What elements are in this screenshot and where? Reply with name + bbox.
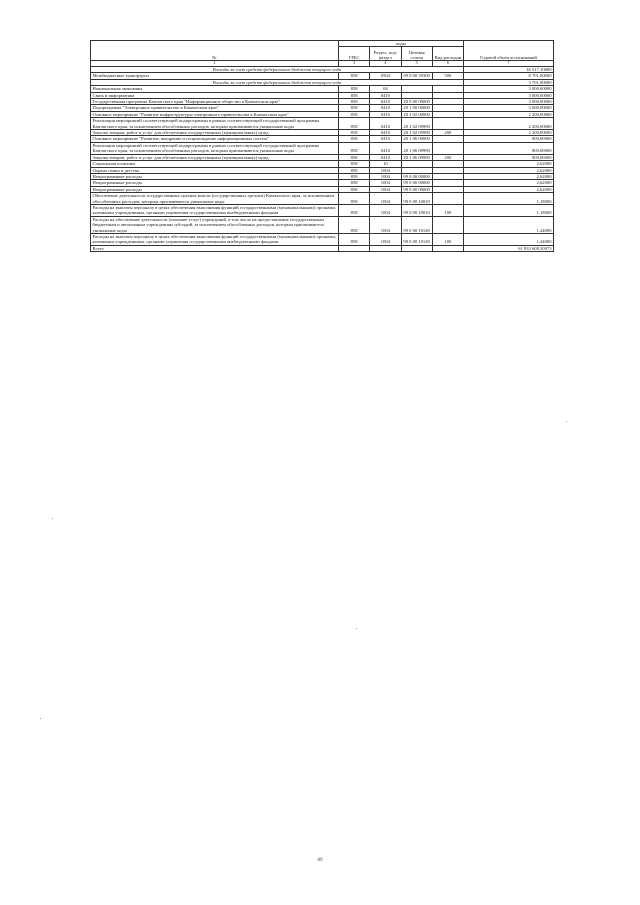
row-name-cell: Непрограммные расходы <box>91 173 339 179</box>
row-grbs-cell: 858 <box>339 136 370 142</box>
table-row <box>91 193 554 205</box>
header-razd: Раздел, под-раздел <box>370 47 401 61</box>
page-number: 89 <box>317 858 323 863</box>
row-vid-cell: 200 <box>432 130 463 136</box>
row-csr-cell: 20 1 02 09990 <box>401 118 432 130</box>
row-sum-cell: 3 000,00000 <box>464 86 554 92</box>
index-cell: 2 <box>91 61 339 67</box>
row-razd-cell: 0504 <box>370 73 401 79</box>
row-grbs-cell: 858 <box>339 92 370 98</box>
scan-speck <box>52 518 53 519</box>
row-grbs-cell: 858 <box>339 180 370 186</box>
table-header-row <box>91 41 554 47</box>
row-name-cell: Подпрограмма "Электронное правительство в Камчатском крае" <box>91 105 339 111</box>
row-csr-cell: 99 0 00 10010 <box>401 204 432 216</box>
row-razd-cell: 1004 <box>370 204 401 216</box>
index-cell: 7 <box>464 61 554 67</box>
row-sum-cell: 2 200,00000 <box>464 111 554 117</box>
row-razd-cell: 1004 <box>370 186 401 192</box>
row-csr-cell: 99 0 00 59300 <box>401 73 432 79</box>
header-sum: Годовой объем ассигнований <box>464 41 554 61</box>
row-name-cell: Расходы на выплаты персоналу в целях обеспечения выполнения функций государственными (муниципальными) органами, казенными учреждениями, органами управления государственными внебюджетными фондами <box>91 204 339 216</box>
row-csr-cell: 99 0 00 00000 <box>401 186 432 192</box>
section-title: Расходы за счет средств федерального бюджета текущего года <box>91 79 464 85</box>
row-sum-cell: 1,18000 <box>464 204 554 216</box>
row-name-cell: Реализация мероприятий соответствующей подпрограммы в рамках соответствующей государственной программы Камчатского края, за исключением обособленных расходов, которым присваиваются уникальные коды <box>91 142 339 154</box>
row-grbs-cell: 858 <box>339 216 370 233</box>
scan-speck <box>356 628 357 629</box>
row-razd-cell: 0410 <box>370 111 401 117</box>
row-razd-cell: 0410 <box>370 118 401 130</box>
header-csr: Целевая статья <box>401 47 432 61</box>
row-grbs-cell: 858 <box>339 99 370 105</box>
header-number: № <box>91 41 339 61</box>
row-name-cell: Всего <box>91 245 339 251</box>
row-csr-cell: 99 0 00 10140 <box>401 216 432 233</box>
row-csr-cell: 99 0 00 10010 <box>401 193 432 205</box>
row-name-cell: Расходы на обеспечение деятельности (оказание услуг) учреждений, в том числе на предоставление государственным бюджетным и автономным учреждениям субсидий, за исключением обособленных расходов, которым присваиваются уникальные коды <box>91 216 339 233</box>
row-razd-cell: 0410 <box>370 99 401 105</box>
row-name-cell: Национальная экономика <box>91 86 339 92</box>
row-name-cell: Закупка товаров, работ и услуг для обеспечения государственных (муниципальных) нужд <box>91 154 339 160</box>
row-grbs-cell: 858 <box>339 130 370 136</box>
row-vid-cell: 200 <box>432 154 463 160</box>
row-name-cell: Связь и информатика <box>91 92 339 98</box>
section-sum: 16 517,10000 <box>464 67 554 73</box>
row-razd-cell: 10 <box>370 161 401 167</box>
row-name-cell: Основное мероприятие "Развитие, внедрение и сопровождение информационных систем" <box>91 136 339 142</box>
row-sum-cell: 2,62000 <box>464 186 554 192</box>
row-razd-cell: 0410 <box>370 105 401 111</box>
row-razd-cell: 0410 <box>370 154 401 160</box>
row-grbs-cell: 858 <box>339 193 370 205</box>
table-row <box>91 204 554 216</box>
row-sum-cell: 1,18000 <box>464 193 554 205</box>
row-sum-cell: 2,62000 <box>464 161 554 167</box>
row-grbs-cell: 858 <box>339 105 370 111</box>
row-grbs-cell: 858 <box>339 233 370 245</box>
row-razd-cell: 0410 <box>370 142 401 154</box>
row-csr-cell: 99 0 00 00000 <box>401 180 432 186</box>
row-vid-cell: 100 <box>432 204 463 216</box>
row-sum-cell: 800,00000 <box>464 154 554 160</box>
row-name-cell: Реализация мероприятий соответствующей подпрограммы в рамках соответствующей государственной программы Камчатского края, за исключением обособленных расходов, которым присваиваются уникальные коды <box>91 118 339 130</box>
row-name-cell: Обеспечение деятельности государственных органов власти (государственных органов) Камчатского края, за исключением обособленных расходов, которым присваиваются уникальные коды <box>91 193 339 205</box>
index-cell: 6 <box>432 61 463 67</box>
row-csr-cell: 20 1 06 00000 <box>401 136 432 142</box>
row-razd-cell: 0410 <box>370 92 401 98</box>
index-cell: 4 <box>370 61 401 67</box>
row-grbs-cell: 858 <box>339 173 370 179</box>
row-sum-cell: 2 200,00000 <box>464 130 554 136</box>
header-grbs: ГРБС <box>339 47 370 61</box>
budget-table <box>90 40 554 252</box>
row-grbs-cell: 858 <box>339 111 370 117</box>
row-vid-cell <box>432 142 463 154</box>
row-grbs-cell: 858 <box>339 186 370 192</box>
row-name-cell: Охрана семьи и детства <box>91 167 339 173</box>
row-vid-cell: 500 <box>432 73 463 79</box>
row-sum-cell: 800,00000 <box>464 136 554 142</box>
row-csr-cell: 20 1 02 09990 <box>401 130 432 136</box>
table-row <box>91 142 554 154</box>
row-name-cell: Социальная политика <box>91 161 339 167</box>
row-grbs-cell: 858 <box>339 142 370 154</box>
row-sum-cell: 800,00000 <box>464 142 554 154</box>
row-sum-cell: 2 200,00000 <box>464 118 554 130</box>
table-row <box>91 233 554 245</box>
index-cell: 3 <box>339 61 370 67</box>
row-razd-cell: 1004 <box>370 167 401 173</box>
row-vid-cell <box>432 118 463 130</box>
row-sum-cell: 8 701,00000 <box>464 73 554 79</box>
row-razd-cell: 0410 <box>370 130 401 136</box>
row-razd-cell: 04 <box>370 86 401 92</box>
row-sum-cell: 2,62000 <box>464 167 554 173</box>
scan-speck <box>566 421 567 422</box>
row-name-cell: Расходы на выплаты персоналу в целях обеспечения выполнения функций государственными (муниципальными) органами, казенными учреждениями, органами управления государственными внебюджетными фондами <box>91 233 339 245</box>
total-row <box>91 245 554 251</box>
row-csr-cell: 99 0 00 00000 <box>401 173 432 179</box>
section-sum: 3 701,00000 <box>464 79 554 85</box>
row-grbs-cell: 858 <box>339 161 370 167</box>
row-grbs-cell: 858 <box>339 86 370 92</box>
row-sum-cell: 2,62000 <box>464 180 554 186</box>
header-vid: Вид расходов <box>432 47 463 61</box>
scan-speck <box>40 718 41 719</box>
row-grbs-cell <box>339 245 370 251</box>
row-sum-cell: 3 000,00000 <box>464 105 554 111</box>
row-razd-cell: 1004 <box>370 233 401 245</box>
row-name-cell: Непрограммные расходы <box>91 180 339 186</box>
row-razd-cell: 1004 <box>370 193 401 205</box>
row-csr-cell <box>401 245 432 251</box>
row-razd-cell: 1004 <box>370 216 401 233</box>
row-csr-cell: 20 0 00 00000 <box>401 99 432 105</box>
row-sum-cell: 2,62000 <box>464 173 554 179</box>
row-name-cell: Закупка товаров, работ и услуг для обеспечения государственных (муниципальных) нужд <box>91 130 339 136</box>
row-vid-cell <box>432 193 463 205</box>
row-vid-cell <box>432 245 463 251</box>
section-title: Расходы за счет средств федерального бюджета текущего года <box>91 67 464 73</box>
row-grbs-cell: 858 <box>339 73 370 79</box>
row-sum-cell: 3 000,00000 <box>464 99 554 105</box>
row-grbs-cell: 858 <box>339 118 370 130</box>
row-sum-cell: 1,44000 <box>464 233 554 245</box>
table-row <box>91 118 554 130</box>
row-razd-cell: 0410 <box>370 136 401 142</box>
row-grbs-cell: 858 <box>339 167 370 173</box>
row-grbs-cell: 858 <box>339 204 370 216</box>
row-razd-cell: 1004 <box>370 173 401 179</box>
row-name-cell: Основное мероприятие "Развитие инфраструктуры электронного правительства в Камчатском крае" <box>91 111 339 117</box>
header-codes: коды <box>339 41 464 47</box>
row-name-cell: Государственная программа Камчатского края "Информационное общество в Камчатском крае" <box>91 99 339 105</box>
row-csr-cell: 20 1 02 00000 <box>401 111 432 117</box>
row-razd-cell <box>370 245 401 251</box>
row-razd-cell: 1004 <box>370 180 401 186</box>
row-csr-cell: 20 1 06 09990 <box>401 142 432 154</box>
row-csr-cell: 20 1 00 00000 <box>401 105 432 111</box>
row-vid-cell: 100 <box>432 233 463 245</box>
row-vid-cell <box>432 216 463 233</box>
row-sum-cell: 61 833 608,30973 <box>464 245 554 251</box>
index-cell: 5 <box>401 61 432 67</box>
row-csr-cell: 99 0 00 10140 <box>401 233 432 245</box>
row-name-cell: Межбюджетные трансферты <box>91 73 339 79</box>
row-sum-cell: 1,44000 <box>464 216 554 233</box>
row-grbs-cell: 858 <box>339 154 370 160</box>
row-csr-cell: 20 1 06 09990 <box>401 154 432 160</box>
table-row <box>91 216 554 233</box>
row-sum-cell: 3 000,00000 <box>464 92 554 98</box>
row-name-cell: Непрограммные расходы <box>91 186 339 192</box>
